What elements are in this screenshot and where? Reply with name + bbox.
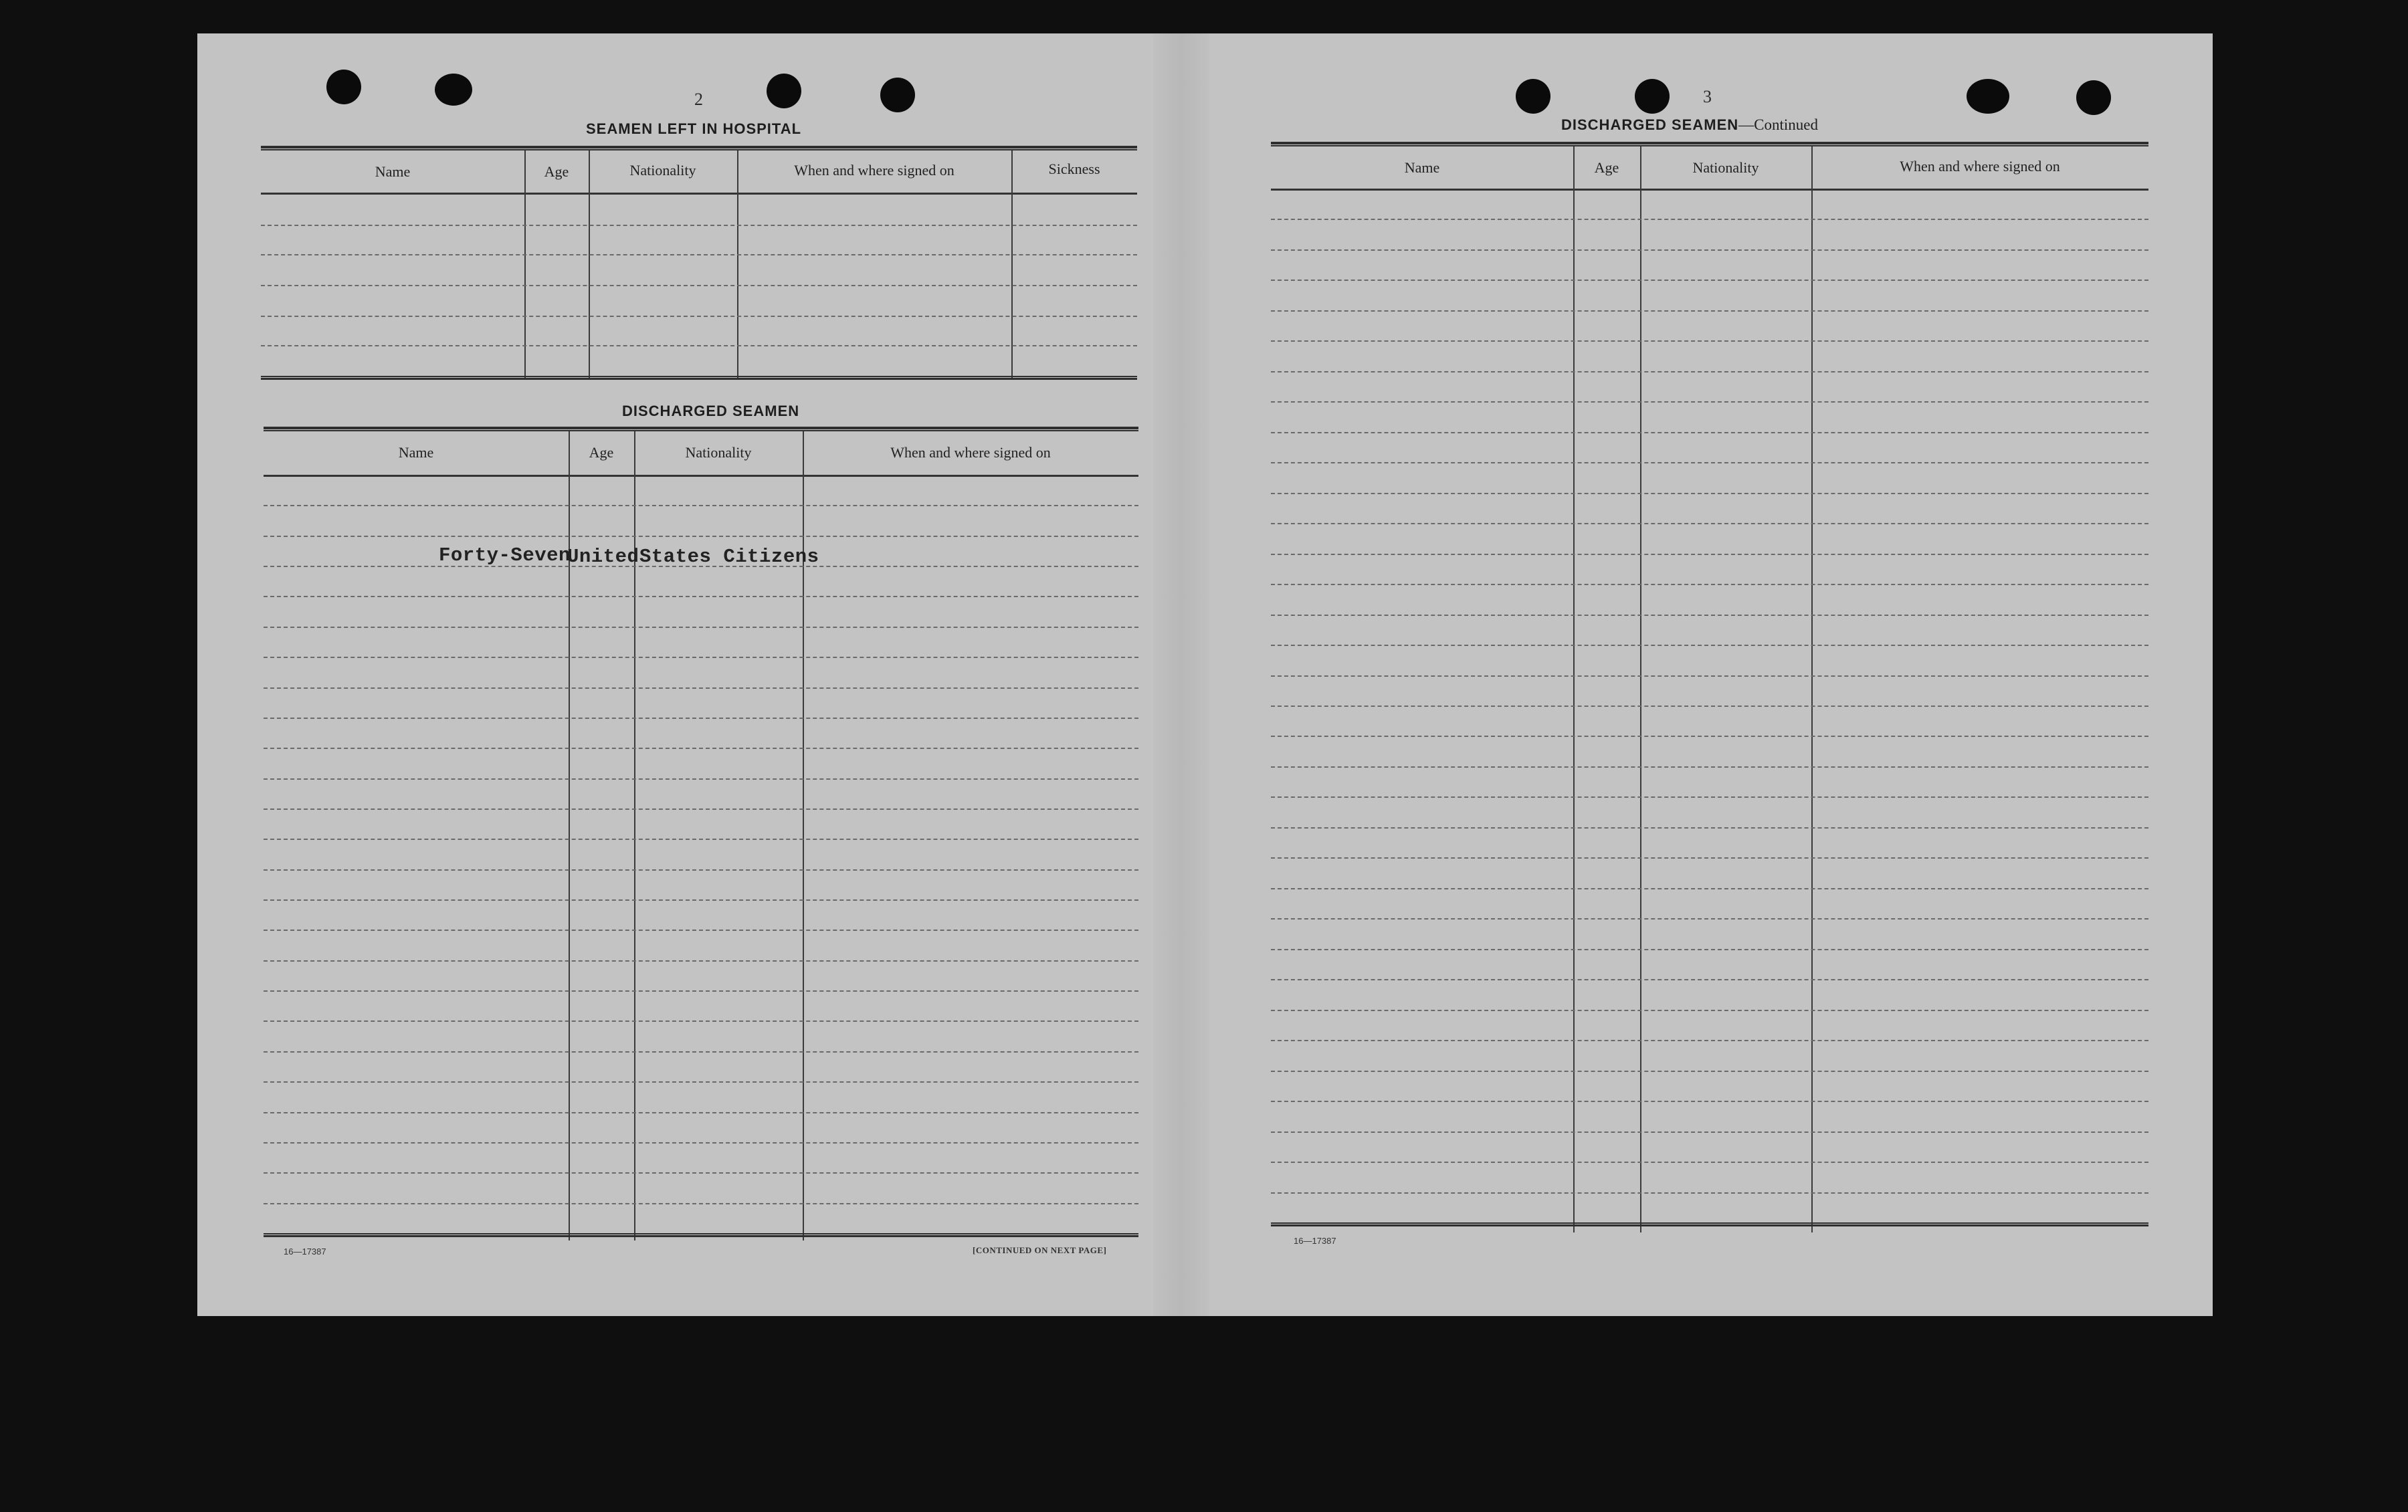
table-row-line (264, 990, 1138, 992)
table-row-line (1271, 249, 2148, 251)
table-row-line (1271, 949, 2148, 950)
table-row-line (264, 627, 1138, 628)
punch-hole (767, 74, 801, 108)
section-title-hospital: SEAMEN LEFT IN HOSPITAL (586, 120, 802, 137)
table-row-line (1271, 554, 2148, 555)
table-row-line (264, 1142, 1138, 1144)
table-row-line (1271, 493, 2148, 494)
table-row-line (1271, 310, 2148, 312)
typed-entry-name: Forty-Seven (439, 544, 571, 566)
column-header-age: Age (544, 163, 569, 180)
column-header-signed-on: When and where signed on (794, 162, 955, 179)
section-title-suffix: —Continued (1738, 116, 1818, 133)
table-row-line (1271, 827, 2148, 829)
table-row-line (1271, 462, 2148, 463)
typed-entry-age: United (567, 546, 639, 568)
punch-hole (2076, 80, 2111, 115)
form-number: 16—17387 (284, 1247, 326, 1257)
table-row-line (1271, 1162, 2148, 1163)
column-header-sickness: Sickness (1048, 160, 1100, 177)
table-row-line (1271, 219, 2148, 220)
table-row-line (264, 869, 1138, 871)
form-number: 16—17387 (1294, 1236, 1336, 1246)
table-row-line (1271, 280, 2148, 281)
punch-hole (326, 70, 361, 104)
table-row-line (1271, 736, 2148, 737)
column-header-signed-on: When and where signed on (890, 444, 1051, 461)
table-row-line (264, 657, 1138, 658)
table-row-line (1271, 796, 2148, 798)
table-row-line (1271, 401, 2148, 403)
column-header-nationality: Nationality (1692, 159, 1759, 176)
continued-note: [CONTINUED ON NEXT PAGE] (973, 1245, 1107, 1255)
section-title-discharged: DISCHARGED SEAMEN (622, 403, 800, 419)
table-row-line (264, 930, 1138, 931)
table-row-line (264, 778, 1138, 780)
section-title-discharged-continued (1561, 116, 1818, 134)
table-row-line (1271, 1101, 2148, 1102)
table-row-line (264, 1203, 1138, 1204)
table-row-line (1271, 645, 2148, 646)
table-row-line (264, 1081, 1138, 1083)
table-row-line (1271, 584, 2148, 585)
table-row-line (264, 687, 1138, 689)
column-header-age: Age (589, 444, 614, 461)
table-row-line (1271, 1131, 2148, 1133)
table-row-line (264, 748, 1138, 749)
column-header-name: Name (375, 163, 411, 180)
table-row-line (1271, 918, 2148, 920)
table-row-line (1271, 766, 2148, 768)
hospital-table (261, 146, 1137, 381)
table-row-line (264, 1112, 1138, 1113)
column-header-name: Name (398, 444, 434, 461)
table-row-line (264, 839, 1138, 840)
table-row-line (1271, 371, 2148, 372)
punch-hole (1967, 79, 2009, 114)
typed-entry-nationality: States Citizens (639, 546, 819, 568)
table-row-line (1271, 979, 2148, 980)
column-header-nationality: Nationality (685, 444, 752, 461)
table-row-line (264, 1051, 1138, 1053)
table-row-line (1271, 615, 2148, 616)
table-row-line (264, 808, 1138, 810)
table-row-line (1271, 340, 2148, 342)
table-row-line (264, 1172, 1138, 1174)
page-gutter (1153, 33, 1209, 1316)
table-row-line (1271, 1010, 2148, 1011)
punch-hole (1635, 79, 1670, 114)
page-number: 2 (694, 90, 703, 109)
table-row-line (264, 718, 1138, 719)
table-row-line (1271, 523, 2148, 524)
column-header-age: Age (1594, 159, 1619, 176)
table-row-line (264, 596, 1138, 597)
table-row-line (264, 899, 1138, 901)
page-number: 3 (1703, 87, 1712, 106)
table-row-line (1271, 706, 2148, 707)
punch-hole (1516, 79, 1550, 114)
table-row-line (264, 536, 1138, 537)
column-header-nationality: Nationality (629, 162, 696, 179)
table-row-line (264, 505, 1138, 506)
column-header-signed-on: When and where signed on (1900, 158, 2060, 175)
discharged-table (264, 427, 1138, 1241)
punch-hole (435, 74, 472, 106)
table-row-line (1271, 888, 2148, 889)
table-row-line (264, 960, 1138, 962)
column-header-name: Name (1404, 159, 1440, 176)
table-row-line (1271, 1040, 2148, 1041)
table-row-line (1271, 1192, 2148, 1194)
discharged-continued-table (1271, 142, 2148, 1230)
table-row-line (264, 1020, 1138, 1022)
table-row-line (1271, 857, 2148, 859)
section-title-text: DISCHARGED SEAMEN (1561, 116, 1739, 133)
table-row-line (1271, 675, 2148, 677)
table-row-line (1271, 432, 2148, 433)
punch-hole (880, 78, 915, 112)
table-row-line (1271, 1071, 2148, 1072)
